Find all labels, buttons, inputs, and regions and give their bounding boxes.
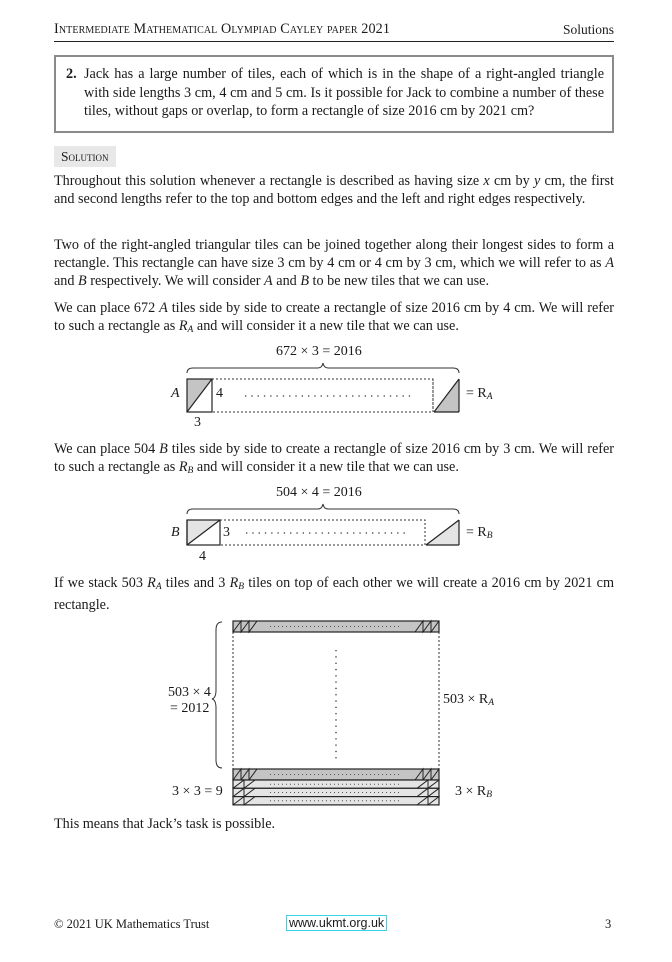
brace bbox=[187, 504, 459, 514]
rb-strips bbox=[233, 780, 439, 805]
math-var: B bbox=[300, 273, 309, 289]
rb-strip bbox=[233, 780, 439, 788]
page-header bbox=[54, 19, 614, 42]
rb-diagram bbox=[0, 480, 672, 570]
solution-heading: Solution bbox=[54, 146, 116, 167]
height-label: 4 bbox=[216, 386, 223, 401]
text: and will consider it a new tile that we can use. bbox=[193, 459, 459, 475]
paragraph-rb bbox=[54, 440, 614, 480]
bottom-left-label: 3 × 3 = 9 bbox=[172, 784, 223, 799]
math-var: A bbox=[264, 273, 273, 289]
text: 3 × R bbox=[455, 784, 487, 799]
footer-link-wrap bbox=[286, 916, 387, 931]
math-sub: B bbox=[486, 531, 493, 541]
math-sub: B bbox=[486, 790, 493, 800]
left-label-line2: = 2012 bbox=[170, 701, 210, 716]
figure-rb bbox=[0, 480, 672, 570]
text: tiles on top of each other we will create a 2016 cm by 2021 cm rectangle. bbox=[54, 575, 614, 613]
brace-label: 504 × 4 = 2016 bbox=[276, 485, 362, 500]
question-text: Jack has a large number of tiles, each of which is in the shape of a right-angled triangle with side lengths 3 cm, 4 cm and 5 cm. Is it possible for Jack to combine a number of these tiles, without gaps or overlap, to form a rectangle of size 2016 cm by 2021 cm? bbox=[84, 66, 604, 119]
math-sub: A bbox=[488, 698, 495, 708]
text: to be new tiles that we can use. bbox=[308, 273, 490, 289]
text: and bbox=[54, 273, 79, 289]
paragraph-stack bbox=[54, 574, 614, 614]
paragraph-definitions bbox=[54, 172, 614, 208]
math-var: y bbox=[533, 173, 541, 189]
right-label bbox=[443, 692, 494, 708]
rb-strip bbox=[233, 788, 439, 796]
text: cm, the first and second lengths refer to the top and bottom edges and the left and right edges respectively. bbox=[54, 173, 614, 207]
width-label: 4 bbox=[199, 549, 206, 564]
text: and bbox=[272, 273, 301, 289]
tile-label-a: A bbox=[171, 386, 180, 401]
math-var: B bbox=[78, 273, 87, 289]
question-number: 2. bbox=[66, 66, 77, 82]
text: respectively. We will consider bbox=[86, 273, 265, 289]
left-label-line1: 503 × 4 bbox=[168, 685, 211, 700]
math-sub: B bbox=[238, 582, 245, 592]
result-label bbox=[466, 386, 493, 402]
paper-title: Intermediate Mathematical Olympiad Cayley paper 2021 bbox=[54, 21, 391, 37]
ra-strip-top bbox=[233, 621, 439, 632]
result-label bbox=[466, 525, 493, 541]
width-label: 3 bbox=[194, 415, 201, 430]
math-var: A bbox=[159, 300, 168, 316]
text: We can place 672 bbox=[54, 300, 160, 316]
math-var: x bbox=[483, 173, 490, 189]
rb-strip bbox=[233, 797, 439, 805]
figure-stack bbox=[0, 610, 672, 810]
paragraph-conclusion: This means that Jack’s task is possible. bbox=[54, 816, 276, 832]
bottom-right-label bbox=[455, 784, 492, 800]
text: cm by bbox=[489, 173, 534, 189]
left-brace bbox=[212, 622, 222, 768]
text: Throughout this solution whenever a rectangle is described as having size bbox=[54, 173, 484, 189]
math-var: R bbox=[178, 318, 188, 334]
math-var: R bbox=[178, 459, 188, 475]
page-number: 3 bbox=[605, 917, 612, 931]
text: and will consider it a new tile that we can use. bbox=[193, 318, 459, 334]
ra-diagram bbox=[0, 340, 672, 435]
section-label: Solutions bbox=[562, 22, 614, 37]
text: Two of the right-angled triangular tiles can be joined together along their longest sides to form a rectangle. This rectangle can have size 3 cm by 4 cm or 4 cm by 3 cm, which we will refer to as bbox=[54, 237, 614, 271]
text: tiles and 3 bbox=[161, 575, 230, 591]
math-sub: A bbox=[187, 325, 194, 335]
text: tiles side by side to create a rectangle of size 2016 cm by 4 cm. We will refer to such a rectangle as bbox=[54, 300, 614, 334]
footer-link[interactable]: www.ukmt.org.uk bbox=[286, 915, 387, 931]
text: tiles side by side to create a rectangle of size 2016 cm by 3 cm. We will refer to such a rectangle as bbox=[54, 441, 614, 475]
text: We can place 504 bbox=[54, 441, 160, 457]
text: = R bbox=[466, 525, 487, 540]
math-var: B bbox=[159, 441, 168, 457]
math-sub: B bbox=[187, 466, 194, 476]
math-sub: A bbox=[155, 582, 162, 592]
text: If we stack 503 bbox=[54, 575, 148, 591]
math-var: R bbox=[147, 575, 156, 591]
ra-strip-bottom bbox=[233, 769, 439, 780]
paragraph-ra bbox=[54, 299, 614, 339]
text: 503 × R bbox=[443, 692, 489, 707]
height-label: 3 bbox=[223, 525, 230, 540]
math-sub: A bbox=[486, 392, 493, 402]
footer-copyright: © 2021 UK Mathematics Trust bbox=[54, 917, 210, 931]
text: = R bbox=[466, 386, 487, 401]
math-var: A bbox=[605, 255, 614, 271]
question-box bbox=[54, 55, 614, 133]
tile-label-b: B bbox=[171, 525, 180, 540]
math-var: R bbox=[229, 575, 239, 591]
brace bbox=[187, 363, 459, 373]
brace-label: 672 × 3 = 2016 bbox=[276, 344, 362, 359]
figure-ra bbox=[0, 340, 672, 435]
stack-diagram bbox=[0, 610, 672, 810]
paragraph-tiles-a-b bbox=[54, 236, 614, 290]
